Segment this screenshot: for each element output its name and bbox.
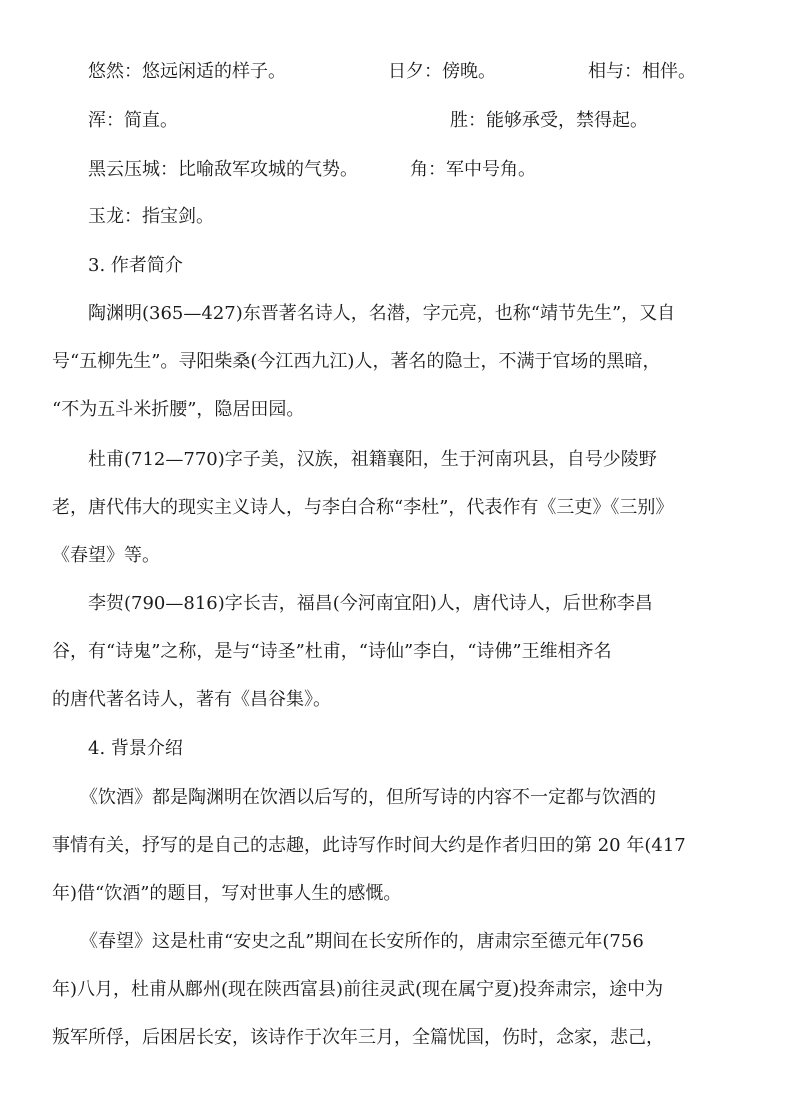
- author-du-line-2: 老，唐代伟大的现实主义诗人，与李白合称“李杜”，代表作有《三吏》《三别》: [52, 497, 674, 518]
- author-tao-line-3: “不为五斗米折腰”，隐居田园。: [52, 399, 305, 420]
- gloss-rixi: 日夕：傍晚。: [388, 61, 496, 82]
- gloss-heiyun: 黑云压城：比喻敌军攻城的气势。: [88, 159, 358, 180]
- author-li-line-1: 李贺(790—816)字长吉，福昌(今河南宜阳)人，唐代诗人，后世称李昌: [88, 593, 653, 614]
- author-du-line-1: 杜甫(712—770)字子美，汉族，祖籍襄阳，生于河南巩县，自号少陵野: [88, 449, 657, 470]
- bg-yinjiu-line-2: 事情有关，抒写的是自己的志趣，此诗写作时间大约是作者归田的第 20 年(417: [52, 835, 686, 856]
- gloss-jiao: 角：军中号角。: [410, 159, 536, 180]
- author-li-line-3: 的唐代著名诗人，著有《昌谷集》。: [52, 689, 331, 710]
- bg-chunwang-line-1: 《春望》这是杜甫“安史之乱”期间在长安所作的，唐肃宗至德元年(756: [80, 931, 644, 952]
- gloss-hun: 浑：简直。: [88, 110, 178, 131]
- author-li-line-2: 谷，有“诗鬼”之称，是与“诗圣”杜甫，“诗仙”李白，“诗佛”王维相齐名: [52, 641, 612, 662]
- gloss-xiangyu: 相与：相伴。: [588, 61, 696, 82]
- bg-chunwang-line-3: 叛军所俘，后困居长安，该诗作于次年三月，全篇忧国，伤时，念家，悲己，: [52, 1027, 664, 1048]
- bg-yinjiu-line-1: 《饮酒》都是陶渊明在饮酒以后写的，但所写诗的内容不一定都与饮酒的: [80, 787, 656, 808]
- author-tao-line-2: 号“五柳先生”。寻阳柴桑(今江西九江)人，著名的隐士，不满于官场的黑暗，: [52, 351, 661, 372]
- bg-chunwang-line-2: 年)八月，杜甫从鄜州(现在陕西富县)前往灵武(现在属宁夏)投奔肃宗，途中为: [52, 979, 664, 1000]
- author-tao-line-1: 陶渊明(365—427)东晋著名诗人，名潜，字元亮，也称“靖节先生”，又自: [88, 303, 676, 324]
- gloss-youran: 悠然：悠远闲适的样子。: [88, 61, 286, 82]
- section-heading-background: 4. 背景介绍: [88, 738, 183, 759]
- gloss-yulong: 玉龙：指宝剑。: [88, 206, 214, 227]
- gloss-sheng: 胜：能够承受，禁得起。: [450, 110, 648, 131]
- author-du-line-3: 《春望》等。: [52, 545, 160, 566]
- bg-yinjiu-line-3: 年)借“饮酒”的题目，写对世事人生的感慨。: [52, 883, 402, 904]
- section-heading-author: 3. 作者简介: [88, 255, 183, 276]
